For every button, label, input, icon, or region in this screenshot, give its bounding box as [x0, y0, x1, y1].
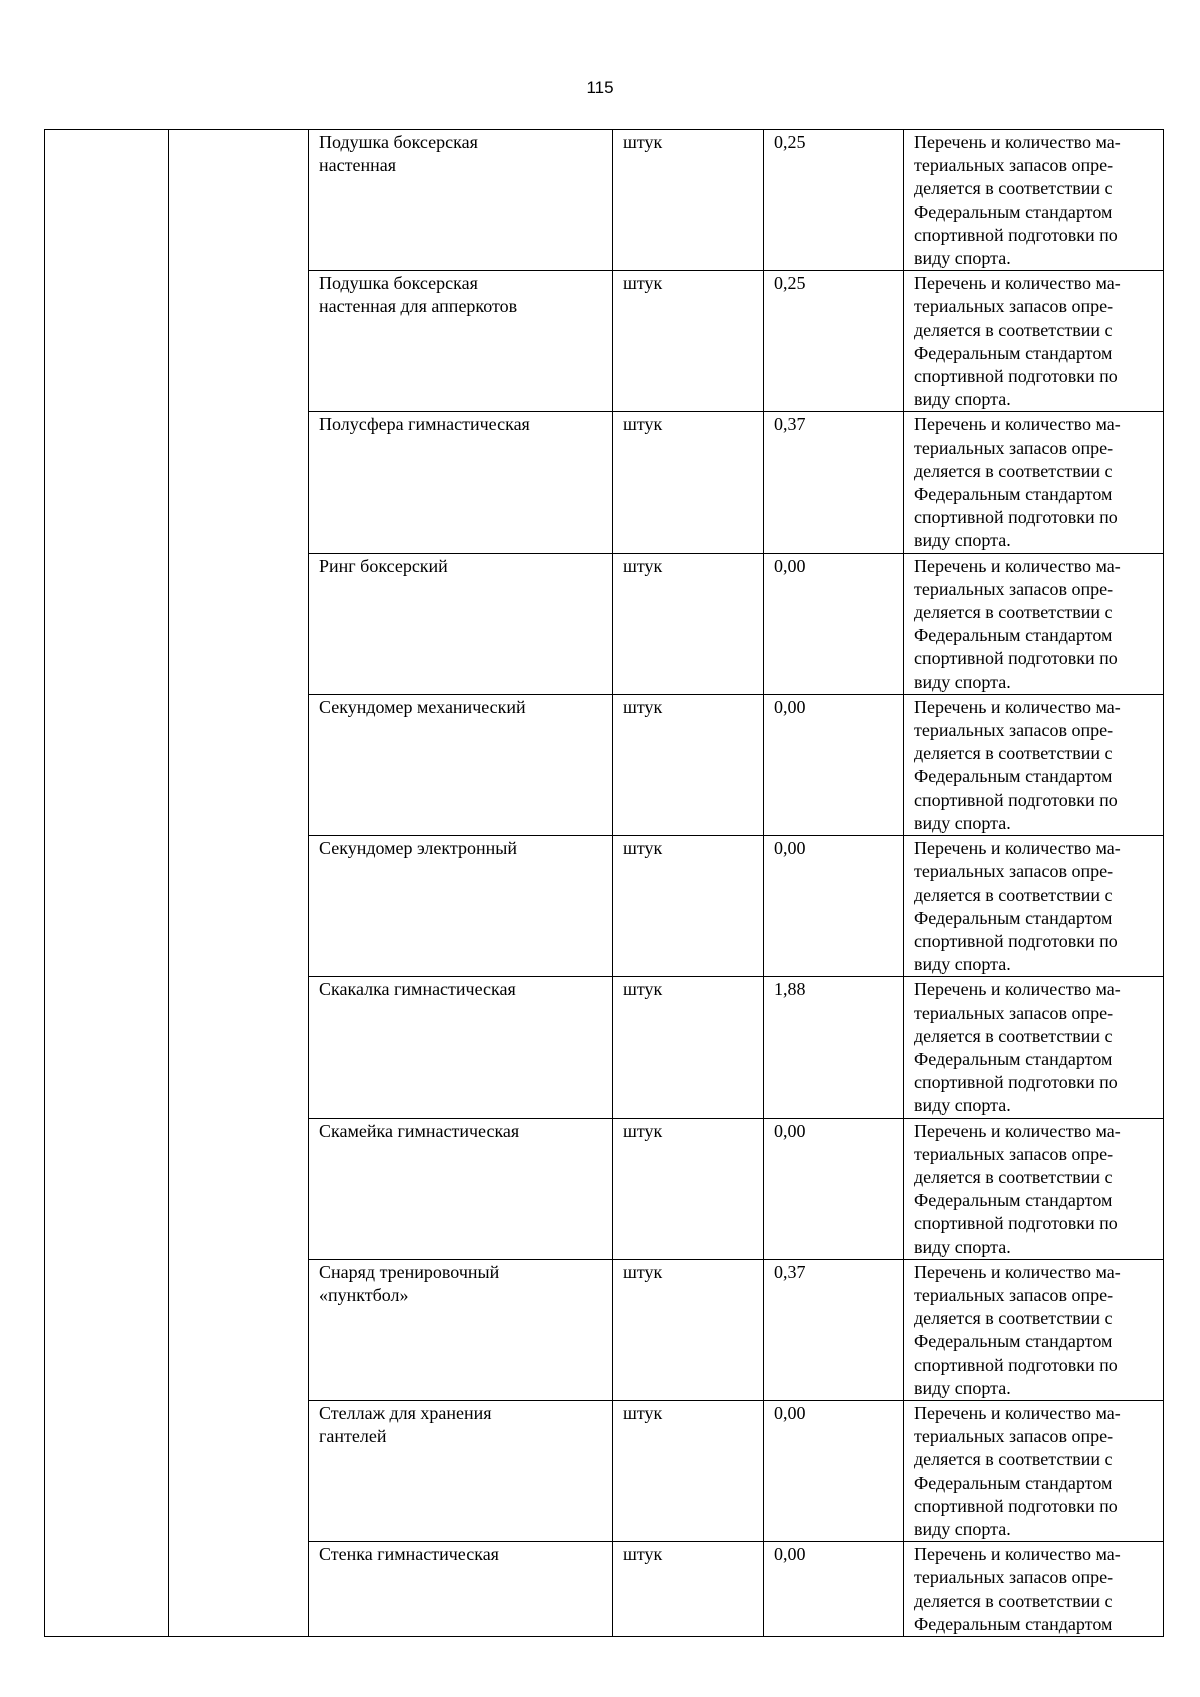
note-line: виду спорта.: [914, 389, 1011, 410]
note-line: деляется в соответствии с: [914, 1449, 1113, 1470]
item-name-cell: [309, 1400, 613, 1541]
note-cell: [904, 836, 1164, 977]
note-line: Федеральным стандартом: [914, 1190, 1113, 1211]
quantity-cell: 0,00: [764, 836, 904, 977]
item-name-line: Секундомер электронный: [319, 838, 517, 859]
item-name-line: Подушка боксерская: [319, 273, 478, 294]
note-line: Федеральным стандартом: [914, 907, 1113, 928]
item-name-cell: [309, 1118, 613, 1259]
note-line: деляется в соответствии с: [914, 743, 1113, 764]
quantity-cell: 0,00: [764, 1118, 904, 1259]
item-name-line: Секундомер механический: [319, 696, 526, 717]
item-name-line: настенная: [319, 155, 397, 176]
note-line: Перечень и количество ма-: [914, 1261, 1121, 1282]
note-line: териальных запасов опре-: [914, 720, 1114, 741]
note-line: Федеральным стандартом: [914, 1331, 1113, 1352]
group-cell-1: [45, 130, 169, 1637]
note-line: Перечень и количество ма-: [914, 979, 1121, 1000]
unit-cell: штук: [613, 836, 764, 977]
item-name-cell: [309, 553, 613, 694]
note-line: деляется в соответствии с: [914, 602, 1113, 623]
note-line: Перечень и количество ма-: [914, 696, 1121, 717]
note-line: Перечень и количество ма-: [914, 555, 1121, 576]
note-cell: [904, 553, 1164, 694]
item-name-line: Полусфера гимнастическая: [319, 414, 530, 435]
note-line: спортивной подготовки по: [914, 648, 1118, 669]
unit-cell: штук: [613, 553, 764, 694]
note-line: виду спорта.: [914, 812, 1011, 833]
unit-cell: штук: [613, 1259, 764, 1400]
note-line: Перечень и количество ма-: [914, 414, 1121, 435]
item-name-cell: [309, 694, 613, 835]
note-line: спортивной подготовки по: [914, 930, 1118, 951]
table-body: [45, 130, 1164, 1637]
item-name-cell: [309, 1542, 613, 1637]
note-line: деляется в соответствии с: [914, 178, 1113, 199]
note-line: териальных запасов опре-: [914, 1567, 1114, 1588]
note-line: териальных запасов опре-: [914, 578, 1114, 599]
note-line: Федеральным стандартом: [914, 766, 1113, 787]
note-cell: [904, 271, 1164, 412]
note-line: виду спорта.: [914, 954, 1011, 975]
note-line: Федеральным стандартом: [914, 1048, 1113, 1069]
note-line: Федеральным стандартом: [914, 484, 1113, 505]
note-line: Перечень и количество ма-: [914, 132, 1121, 152]
item-name-cell: [309, 1259, 613, 1400]
group-cell-2: [169, 130, 309, 1637]
unit-cell: штук: [613, 1400, 764, 1541]
item-name-line: Снаряд тренировочный: [319, 1261, 500, 1282]
item-name-line: Стенка гимнастическая: [319, 1544, 499, 1565]
note-line: териальных запасов опре-: [914, 296, 1114, 317]
unit-cell: штук: [613, 130, 764, 271]
note-line: Перечень и количество ма-: [914, 1120, 1121, 1141]
note-line: виду спорта.: [914, 1377, 1011, 1398]
note-line: Федеральным стандартом: [914, 625, 1113, 646]
note-line: деляется в соответствии с: [914, 884, 1113, 905]
note-cell: [904, 130, 1164, 271]
item-name-line: гантелей: [319, 1426, 387, 1447]
note-line: териальных запасов опре-: [914, 861, 1114, 882]
note-line: териальных запасов опре-: [914, 437, 1114, 458]
note-cell: [904, 1400, 1164, 1541]
quantity-cell: 0,00: [764, 1542, 904, 1637]
note-line: спортивной подготовки по: [914, 366, 1118, 387]
note-line: териальных запасов опре-: [914, 155, 1114, 176]
note-line: виду спорта.: [914, 1518, 1011, 1539]
quantity-cell: 0,25: [764, 271, 904, 412]
note-line: виду спорта.: [914, 248, 1011, 269]
note-line: Федеральным стандартом: [914, 201, 1113, 222]
note-line: териальных запасов опре-: [914, 1284, 1114, 1305]
note-line: виду спорта.: [914, 1095, 1011, 1116]
note-line: деляется в соответствии с: [914, 1308, 1113, 1329]
note-line: деляется в соответствии с: [914, 1166, 1113, 1187]
quantity-cell: 0,37: [764, 412, 904, 553]
item-name-line: Скакалка гимнастическая: [319, 979, 516, 1000]
item-name-cell: [309, 977, 613, 1118]
note-line: териальных запасов опре-: [914, 1143, 1114, 1164]
quantity-cell: 0,00: [764, 1400, 904, 1541]
item-name-line: Подушка боксерская: [319, 132, 478, 152]
note-line: спортивной подготовки по: [914, 1213, 1118, 1234]
table-row: [45, 130, 1164, 271]
note-cell: [904, 1118, 1164, 1259]
note-line: териальных запасов опре-: [914, 1426, 1114, 1447]
note-cell: [904, 977, 1164, 1118]
note-line: Перечень и количество ма-: [914, 1544, 1121, 1565]
unit-cell: штук: [613, 977, 764, 1118]
note-cell: [904, 1542, 1164, 1637]
unit-cell: штук: [613, 694, 764, 835]
note-line: виду спорта.: [914, 530, 1011, 551]
item-name-line: «пунктбол»: [319, 1284, 409, 1305]
item-name-cell: [309, 271, 613, 412]
note-line: деляется в соответствии с: [914, 1025, 1113, 1046]
item-name-line: Скамейка гимнастическая: [319, 1120, 520, 1141]
note-line: деляется в соответствии с: [914, 460, 1113, 481]
note-line: Перечень и количество ма-: [914, 273, 1121, 294]
note-line: Перечень и количество ма-: [914, 1402, 1121, 1423]
quantity-cell: 0,37: [764, 1259, 904, 1400]
note-line: Перечень и количество ма-: [914, 838, 1121, 859]
item-name-line: Ринг боксерский: [319, 555, 448, 576]
quantity-cell: 0,00: [764, 694, 904, 835]
note-line: виду спорта.: [914, 1236, 1011, 1257]
note-line: спортивной подготовки по: [914, 789, 1118, 810]
quantity-cell: 1,88: [764, 977, 904, 1118]
note-line: Федеральным стандартом: [914, 342, 1113, 363]
item-name-cell: [309, 412, 613, 553]
note-line: спортивной подготовки по: [914, 507, 1118, 528]
page-number: 115: [586, 78, 614, 97]
unit-cell: штук: [613, 412, 764, 553]
note-line: деляется в соответствии с: [914, 319, 1113, 340]
note-line: спортивной подготовки по: [914, 224, 1118, 245]
note-line: спортивной подготовки по: [914, 1354, 1118, 1375]
unit-cell: штук: [613, 1118, 764, 1259]
note-line: деляется в соответствии с: [914, 1590, 1113, 1611]
note-line: виду спорта.: [914, 671, 1011, 692]
quantity-cell: 0,00: [764, 553, 904, 694]
item-name-line: настенная для апперкотов: [319, 296, 518, 317]
unit-cell: штук: [613, 271, 764, 412]
note-line: спортивной подготовки по: [914, 1072, 1118, 1093]
item-name-line: Стеллаж для хранения: [319, 1402, 492, 1423]
item-name-cell: [309, 130, 613, 271]
note-line: Федеральным стандартом: [914, 1613, 1113, 1634]
note-line: териальных запасов опре-: [914, 1002, 1114, 1023]
note-line: спортивной подготовки по: [914, 1495, 1118, 1516]
item-name-cell: [309, 836, 613, 977]
note-cell: [904, 412, 1164, 553]
quantity-cell: 0,25: [764, 130, 904, 271]
note-cell: [904, 1259, 1164, 1400]
note-cell: [904, 694, 1164, 835]
equipment-table: [44, 129, 1164, 1637]
unit-cell: штук: [613, 1542, 764, 1637]
note-line: Федеральным стандартом: [914, 1472, 1113, 1493]
